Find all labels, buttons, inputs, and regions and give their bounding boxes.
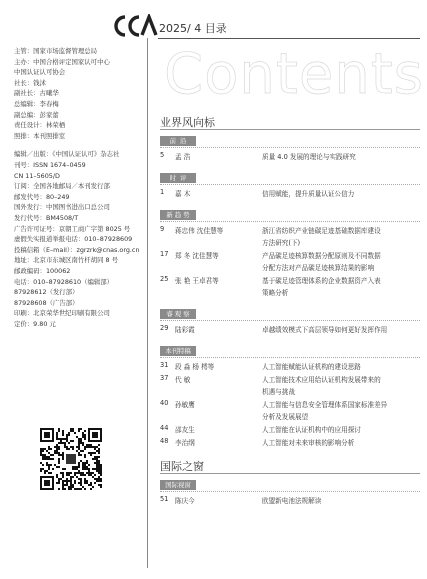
entry-title-continued: 方法研究(下) — [262, 239, 301, 247]
category-label: 新 趋 势 — [160, 210, 196, 220]
entry-author: 邵友生 — [175, 426, 195, 434]
masthead-line: 社长：钱沭 — [14, 78, 46, 87]
entry-title: 基于碳足迹管理体系的企业数据资产入表 — [262, 277, 381, 285]
entry-author: 张 艳 王卓君等 — [175, 277, 219, 285]
entry-page: 5 — [160, 151, 165, 159]
category-rule — [160, 221, 420, 223]
masthead-line: 地址：北京市东城区南竹杆胡同 8 号 — [14, 256, 118, 265]
entry-title: 人工智能在认证机构中的应用探讨 — [262, 426, 361, 434]
entry-author: 段 淼 杨 樗等 — [175, 363, 215, 371]
entry-page: 9 — [160, 225, 165, 233]
masthead-line: 虚假失实报道举报电话：010–87928609 — [14, 235, 133, 244]
entry-author: 孙敏鹰 — [175, 401, 195, 409]
entry-title: 人工智能技术应用给认证机构发展带来的 — [262, 376, 381, 384]
category-label: 时 评 — [160, 173, 196, 183]
entry-page: 1 — [160, 188, 165, 196]
entry-title: 质量 4.0 发展的理论与实践研究 — [262, 153, 356, 161]
masthead-line: CN 11–5605/D — [14, 171, 60, 180]
entry-title: 信用赋能，提升质量认证公信力 — [262, 190, 355, 198]
masthead-line: 定价：9.80 元 — [14, 320, 56, 328]
category-rule — [160, 184, 420, 186]
entry-title: 浙江省纺织产业链碳足迹基础数据库建设 — [262, 227, 381, 235]
category-rule — [160, 147, 420, 149]
masthead-line: 投稿信箱（E–mail）：zgrzrk@cnas.org.cn — [14, 245, 140, 254]
masthead-line: 发行代号：BM4508/T — [14, 214, 79, 222]
entry-title: 产品碳足迹核算数据分配原则及不同数据 — [262, 252, 381, 260]
entry-title: 人工智能赋能认证机构的建设思路 — [262, 363, 361, 371]
column-divider — [147, 38, 148, 568]
masthead-line: 订阅：全国各地邮局／本刊发行部 — [14, 182, 110, 191]
entry-title: 卓越绩效模式下高层领导如何更好发挥作用 — [262, 326, 388, 334]
section-title: 业界风向标 — [160, 116, 215, 129]
masthead-line: 副总编：彭家蕾 — [14, 110, 59, 119]
masthead-line: 邮发代号：80–249 — [14, 192, 70, 201]
magazine-logo — [112, 14, 158, 38]
category-label: 前 沿 — [160, 136, 196, 146]
entry-author: 郑 冬 沈佳慧等 — [175, 252, 219, 260]
entry-title: 人工智能与信息安全管理体系国家标准差异 — [262, 401, 388, 409]
entry-title-continued: 分配方法对产品碳足迹核算结果的影响 — [262, 264, 375, 272]
entry-title-continued: 策略分析 — [262, 289, 289, 297]
header-divider — [158, 38, 420, 39]
category-label: 国际视窗 — [160, 480, 196, 490]
entry-author: 孟 浩 — [175, 153, 191, 161]
section-title: 国际之窗 — [160, 460, 204, 473]
entry-page: 37 — [160, 374, 169, 382]
masthead-line: 中国认证认可协会 — [14, 68, 66, 77]
entry-author: 陆彩霞 — [175, 326, 195, 334]
masthead-line: 编辑／出版：《中国认证认可》杂志社 — [14, 150, 120, 159]
category-rule — [160, 357, 420, 359]
entry-title-continued: 机遇与挑战 — [262, 388, 295, 396]
entry-page: 44 — [160, 424, 169, 432]
category-label: 本刊特稿 — [160, 346, 196, 356]
masthead-line: 电话：010–87928610（编辑部） — [14, 277, 114, 286]
entry-author: 李治纲 — [175, 439, 195, 447]
issue-title: 2025/ 4 目录 — [159, 22, 227, 35]
section-underline — [160, 473, 420, 474]
masthead-line: 87928608（广告部） — [14, 298, 79, 307]
entry-page: 25 — [160, 275, 169, 283]
masthead-line: 总编辑：李春梅 — [14, 100, 59, 108]
masthead-line: 87928612（发行部） — [14, 288, 79, 297]
masthead-line: 广告许可证号：京朝工商广字第 8025 号 — [14, 224, 131, 233]
category-rule — [160, 320, 420, 322]
entry-author: 代 敏 — [175, 376, 191, 384]
entry-page: 51 — [160, 495, 169, 503]
entry-author: 嘉 木 — [175, 190, 191, 198]
entry-author: 陈庆今 — [175, 497, 195, 505]
entry-page: 17 — [160, 250, 169, 258]
section-underline — [160, 129, 420, 130]
qr-code — [40, 428, 102, 490]
entry-page: 40 — [160, 399, 169, 407]
category-label: 睿 观 察 — [160, 309, 196, 319]
entry-title: 欧盟新电池法规解读 — [262, 497, 322, 505]
masthead-line: 邮政编码：100062 — [14, 267, 71, 275]
masthead-line: 印刷：北京荣华世纪印刷有限公司 — [14, 309, 110, 318]
entry-author: 蒋忠伟 沈佳慧等 — [175, 227, 224, 235]
masthead-line: 副社长：古曦华 — [14, 89, 59, 98]
entry-page: 48 — [160, 437, 169, 445]
masthead-line: 照排：本刊照排室 — [14, 131, 66, 140]
masthead-line: 主办：中国合格评定国家认可中心 — [14, 57, 110, 66]
entry-title: 人工智能对未来审核的影响分析 — [262, 439, 355, 447]
entry-page: 31 — [160, 361, 169, 369]
entry-page: 29 — [160, 324, 169, 332]
category-rule — [160, 491, 420, 493]
masthead-line: 主管：国家市场监督管理总局 — [14, 47, 98, 55]
masthead-line: 刊号：ISSN 1674–0459 — [14, 161, 86, 169]
masthead-line: 责任设计：林荣栖 — [14, 121, 66, 130]
masthead-line: 国外发行：中国图书进出口总公司 — [14, 203, 110, 212]
contents-watermark: Contents — [164, 42, 424, 107]
entry-title-continued: 分析及发展展望 — [262, 413, 309, 421]
